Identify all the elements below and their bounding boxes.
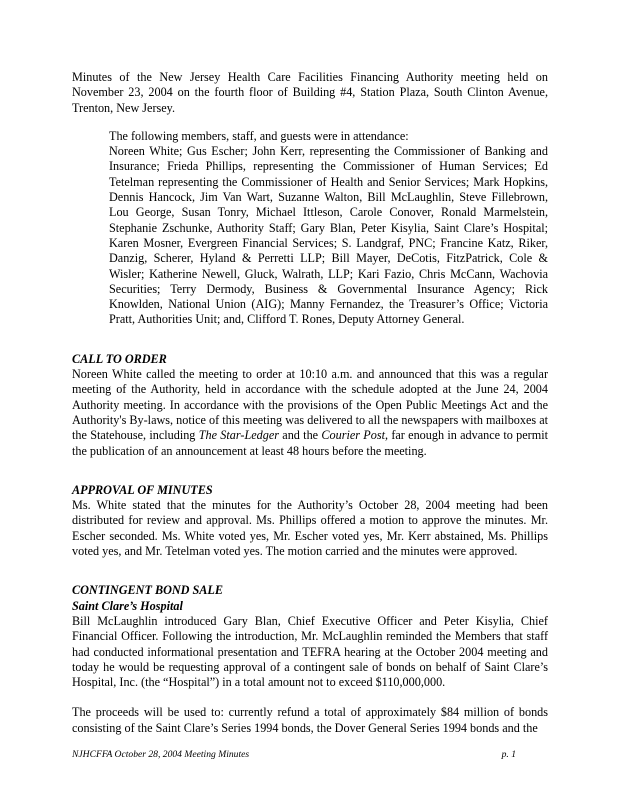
page-footer (72, 749, 548, 761)
contingent-paragraph-2: The proceeds will be used to: currently refund a total of approximately $84 million of bonds consisting of the Saint Clare’s Series 1994 bonds, the Dover General Series 1994 bonds and the (72, 705, 548, 735)
call-to-order-text-b: and the (278, 428, 322, 443)
attendance-list: Noreen White; Gus Escher; John Kerr, representing the Commissioner of Banking and Insurance; Frieda Phillips, representing the Commissioner of Human Services; Ed Tetelman representing the Commissioner of Health and Senior Services; Mark Hopkins, Dennis Hancock, Jim Van Wart, Suzanne Walton, Bill McLaughlin, Steve Fillebrown, Lou George, Susan Tonry, Michael Ittleson, Carole Conover, Ronald Marmelstein, Stephanie Zschunke, Authority Staff; Gary Blan, Peter Kisylia, Saint Clare’s Hospital; Karen Mosner, Evergreen Financial Services; S. Landgraf, PNC; Francine Katz, Riker, Danzig, Scherer, Hyland & Perretti LLP; Bill Mayer, DeCotis, FitzPatrick, Cole & Wisler; Katherine Newell, Gluck, Walrath, LLP; Kari Fazio, Chris McCann, Wachovia Securities; Terry Dermody, Business & Governmental Insurance Agency; Rick Knowlden, National Union (AIG); Manny Fernandez, the Treasurer’s Office; Victoria Pratt, Authorities Unit; and, Clifford T. Rones, Deputy Attorney General. (109, 144, 548, 327)
attendance-lead: The following members, staff, and guests were in attendance: (109, 128, 409, 143)
call-to-order-text-a: Noreen White called the meeting to order at 10:10 a.m. and announced that this was a regular meeting of the Authority, held in accordance with the schedule adopted at the June 24, 2004 Authority meeting. In accordance with the provisions of the Open Public Meetings Act and the Authority's By-laws, notice of this meeting was delivered to all the newspapers with mailboxes at the Statehouse, including (72, 367, 548, 443)
call-to-order-paragraph (72, 367, 548, 459)
contingent-subheading: Saint Clare’s Hospital (72, 598, 183, 613)
attendance-paragraph (109, 129, 548, 328)
intro-paragraph: Minutes of the New Jersey Health Care Facilities Financing Authority meeting held on November 23, 2004 on the fourth floor of Building #4, Station Plaza, South Clinton Avenue, Trenton, New Jersey. (72, 70, 548, 115)
page-number: p. 1 (501, 749, 516, 760)
contingent-paragraph-1: Bill McLaughlin introduced Gary Blan, Chief Executive Officer and Peter Kisylia, Chief Financial Officer. Following the introduction, Mr. McLaughlin reminded the Members that staff had conducted informational presentation and TEFRA hearing at the October 2004 meeting and today he would be requesting approval of a contingent sale of bonds on behalf of Saint Clare’s Hospital, Inc. (the “Hospital”) in a total amount not to exceed $110,000,000. (72, 613, 548, 690)
publication-star-ledger: The Star-Ledger (198, 428, 279, 443)
approval-paragraph: Ms. White stated that the minutes for the Authority’s October 28, 2004 meeting had been distributed for review and approval. Ms. Phillips offered a motion to approve the minutes. Mr. Escher seconded. Ms. White voted yes, Mr. Escher voted yes, Mr. Kerr abstained, Ms. Phillips voted yes, and Mr. Tetelman voted yes. The motion carried and the minutes were approved. (72, 498, 548, 559)
approval-heading: APPROVAL OF MINUTES (72, 482, 213, 497)
document-body (72, 70, 548, 736)
call-to-order-text-c: far enough in advance to permit the publication of an announcement at least 48 hours before the meeting. (72, 428, 548, 458)
call-to-order-heading: CALL TO ORDER (72, 351, 167, 366)
contingent-heading: CONTINGENT BOND SALE (72, 583, 224, 598)
footer-title: NJHCFFA October 28, 2004 Meeting Minutes (72, 749, 250, 760)
publication-courier-post: Courier Post, (321, 428, 389, 443)
